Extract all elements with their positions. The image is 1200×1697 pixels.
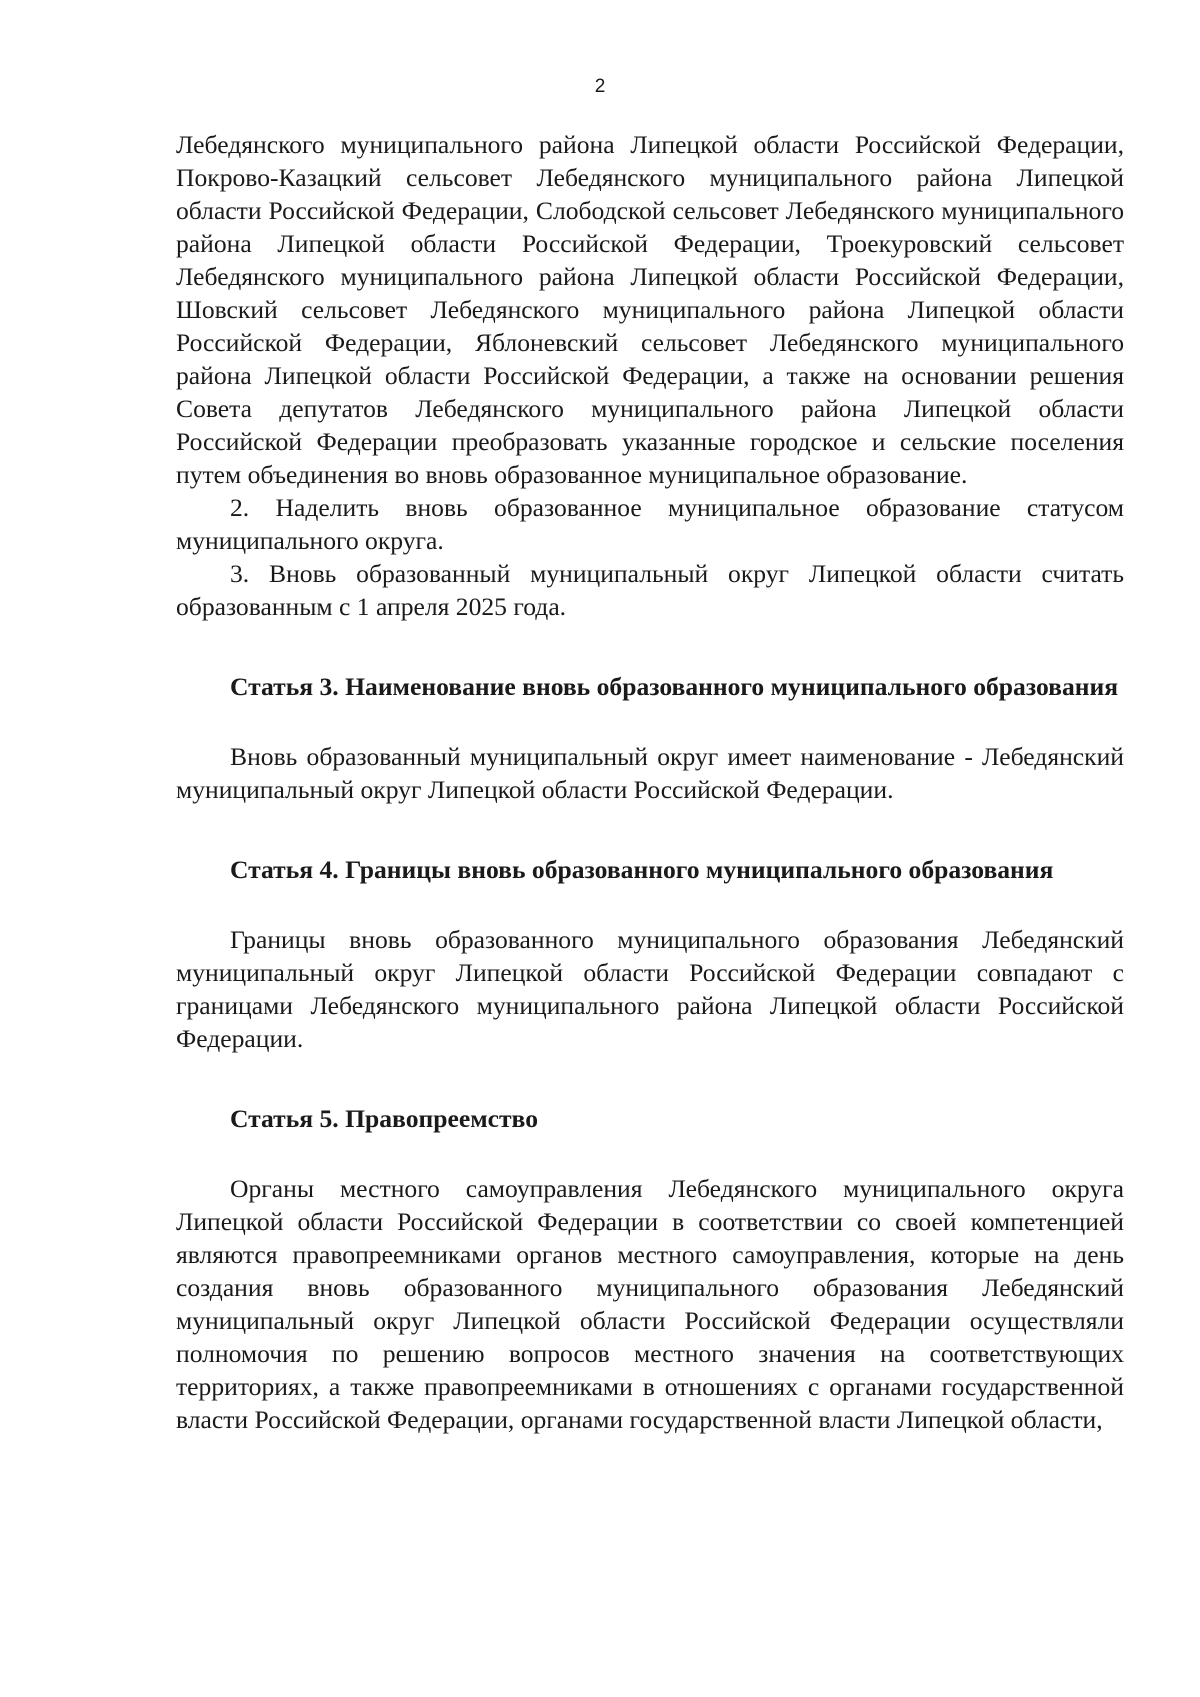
page-number: 2 bbox=[594, 76, 606, 97]
clause-3-paragraph: 3. Вновь образованный муниципальный округ Липецкой области считать образованным с 1 апреля 2025 года. bbox=[176, 559, 1124, 621]
clause-2-paragraph: 2. Наделить вновь образованное муниципальное образование статусом муниципального округа. bbox=[176, 493, 1124, 555]
article-4-text: Границы вновь образованного муниципального образования Лебедянский муниципальный округ Липецкой области Российской Федерации совпадают с границами Лебедянского муниципального района Липецкой области Российской Федерации. bbox=[176, 925, 1124, 1053]
article-5-text: Органы местного самоуправления Лебедянского муниципального округа Липецкой области Российской Федерации в соответствии со своей компетенцией являются правопреемниками органов местного самоуправления, которые на день создания вновь образованного муниципального образования Лебедянский муниципальный округ Липецкой области Российской Федерации осуществляли полномочия по решению вопросов местного значения на соответствующих территориях, а также правопреемниками в отношениях с органами государственной власти Российской Федерации, органами государственной власти Липецкой области, bbox=[176, 1174, 1124, 1434]
article-5-heading: Статья 5. Правопреемство bbox=[230, 1104, 538, 1133]
document-body bbox=[176, 128, 1124, 1436]
article-3-heading: Статья 3. Наименование вновь образованного муниципального образования bbox=[230, 672, 1119, 701]
article-4-heading: Статья 4. Границы вновь образованного муниципального образования bbox=[230, 855, 1054, 884]
intro-paragraph: Лебедянского муниципального района Липецкой области Российской Федерации, Покрово-Казацкий сельсовет Лебедянского муниципального района Липецкой области Российской Федерации, Слободской сельсовет Лебедянского муниципального района Липецкой области Российской Федерации, Троекуровский сельсовет Лебедянского муниципального района Липецкой области Российской Федерации, Шовский сельсовет Лебедянского муниципального района Липецкой области Российской Федерации, Яблоневский сельсовет Лебедянского муниципального района Липецкой области Российской Федерации, а также на основании решения Совета депутатов Лебедянского муниципального района Липецкой области Российской Федерации преобразовать указанные городское и сельские поселения путем объединения во вновь образованное муниципальное образование. bbox=[176, 130, 1124, 489]
article-3-text: Вновь образованный муниципальный округ имеет наименование - Лебедянский муниципальный округ Липецкой области Российской Федерации. bbox=[176, 742, 1124, 804]
